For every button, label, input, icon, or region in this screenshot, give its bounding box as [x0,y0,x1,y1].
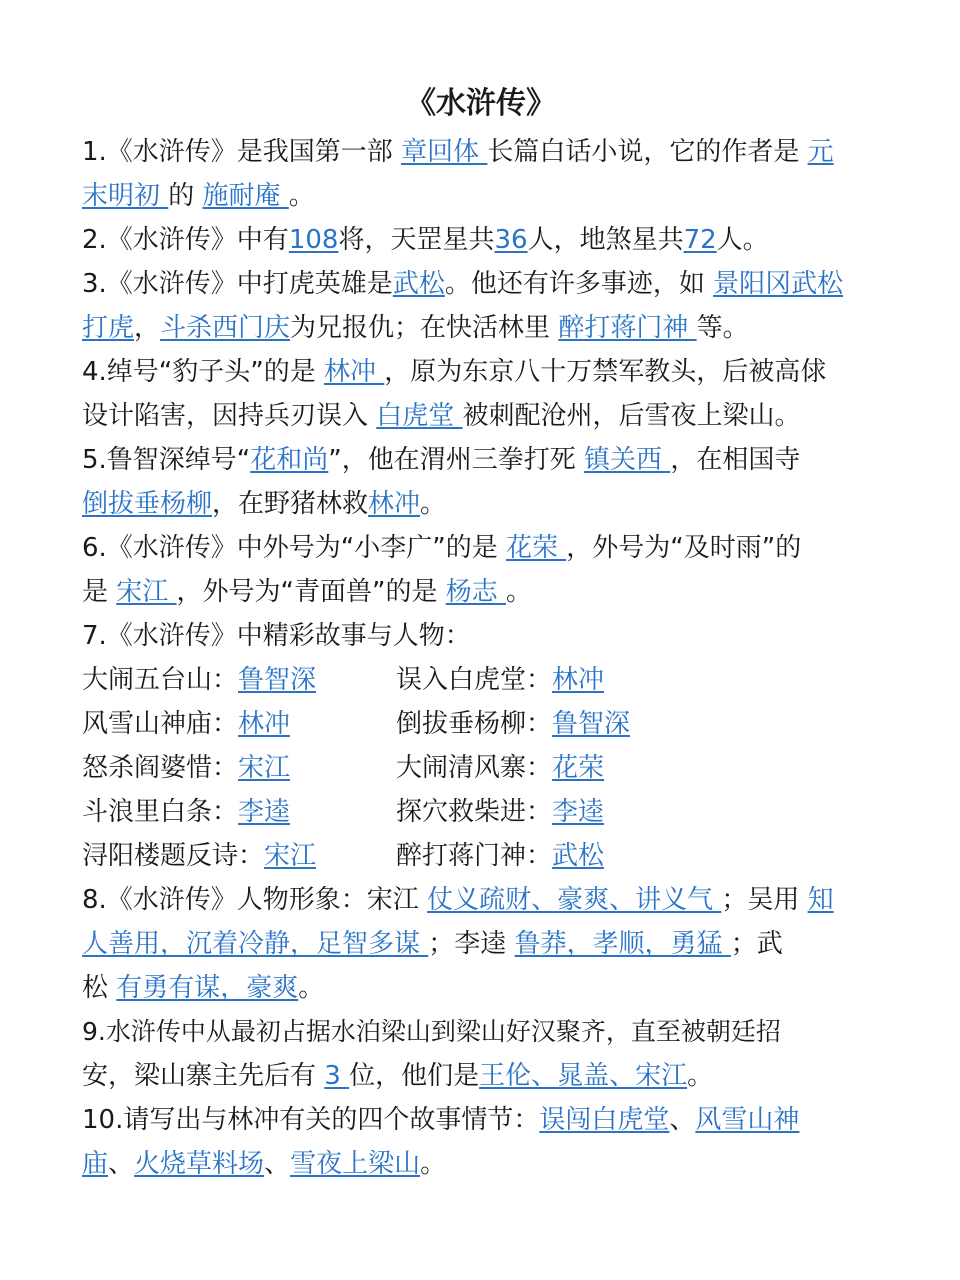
story-person: 宋江 [264,841,317,871]
q10-answer-1: 误闯白虎堂 [539,1105,670,1135]
q4-line-1 [82,350,880,394]
story-item [82,746,396,790]
q2-answer-total: 108 [288,225,339,255]
q8-answer-wuyong: 知 [807,885,834,915]
q10-line-1 [82,1098,880,1142]
story-person: 林冲 [238,709,291,739]
q8-line-2 [82,922,880,966]
q7-heading: 7.《水浒传》中精彩故事与人物： [82,621,471,651]
story-person: 武松 [552,841,605,871]
story-person: 李逵 [552,797,605,827]
q5-text: ，在相国寺 [670,445,801,475]
q6-answer-3: 杨志 [445,577,507,607]
story-item [82,834,396,878]
q10-answer-4: 雪夜上梁山 [290,1149,421,1179]
story-item [82,790,396,834]
q5-text: ”，他在渭州三拳打死 [328,445,585,475]
q8-text: ；吴用 [721,885,808,915]
q10-answer-2: 风雪山神 [695,1105,800,1135]
story-item [82,702,396,746]
story-name: 误入白虎堂： [396,665,553,695]
q3-line-2 [82,306,880,350]
q2-text: 将，天罡星共 [338,225,495,255]
q9-text: 。 [687,1061,714,1091]
story-person: 鲁智深 [238,665,317,695]
q1-answer-era-cont: 末明初 [82,181,169,211]
q6-line-1 [82,526,880,570]
q6-text: 。 [506,577,533,607]
story-item [396,834,796,878]
q1-text: 的 [168,181,203,211]
q8-line-1 [82,878,880,922]
story-name: 倒拔垂杨柳： [396,709,553,739]
q3-line-1 [82,262,880,306]
story-name: 探穴救柴进： [396,797,553,827]
q3-text: 。他还有许多事迹，如 [444,269,714,299]
story-person: 宋江 [238,753,291,783]
q8-text: 。 [298,973,325,1003]
q10-text: 、 [669,1105,696,1135]
q3-text: 为兄报仇；在快活林里 [290,313,559,343]
q1-line-1 [82,130,880,174]
q10-answer-3: 火烧草料场 [134,1149,265,1179]
q1-answer-author: 施耐庵 [202,181,289,211]
q1-answer-genre: 章回体 [401,137,488,167]
q5-text: ，在野猪林救 [212,489,369,519]
q5-answer-nickname: 花和尚 [250,445,329,475]
q10-answer-2-cont: 庙 [82,1149,109,1179]
q6-text: 6.《水浒传》中外号为“小李广”的是 [82,533,507,563]
q8-line-3 [82,966,880,1010]
story-item [82,658,396,702]
story-name: 斗浪里白条： [82,797,239,827]
story-name: 风雪山神庙： [82,709,239,739]
q8-text: 松 [82,973,117,1003]
q9-line-1: 9.水浒传中从最初占据水泊梁山到梁山好汉聚齐，直至被朝廷招 [82,1017,781,1046]
story-item [396,702,796,746]
q7-story-grid [82,658,880,878]
q2-answer-tiangang: 36 [494,225,528,255]
story-name: 怒杀阎婆惜： [82,753,239,783]
q10-text: 10.请写出与林冲有关的四个故事情节： [82,1105,540,1135]
page-title: 《水浒传》 [406,86,556,121]
q3-text: ， [134,313,161,343]
story-person: 林冲 [552,665,605,695]
q1-answer-era: 元 [807,137,834,167]
q3-answer-deed-3: 醉打蒋门神 [558,313,697,343]
q5-text: 5.鲁智深绰号“ [82,445,251,475]
q5-line-2 [82,482,880,526]
q1-text: 。 [288,181,315,211]
q3-answer-deed-1: 景阳冈武松 [713,269,844,299]
q3-text: 3.《水浒传》中打虎英雄是 [82,269,393,299]
story-name: 浔阳楼题反诗： [82,841,265,871]
q6-text: 是 [82,577,117,607]
q9-text: 安，梁山寨主先后有 [82,1061,325,1091]
q3-text: 等。 [696,313,749,343]
q8-answer-songjiang: 仗义疏财、豪爽、讲义气 [427,885,722,915]
q4-text: 设计陷害，因持兵刃误入 [82,401,377,431]
q2-text: 人。 [716,225,769,255]
q10-line-2 [82,1142,880,1186]
q5-line-1 [82,438,880,482]
q4-line-2 [82,394,880,438]
q10-text: 。 [420,1149,447,1179]
story-person: 鲁智深 [552,709,631,739]
q3-answer-deed-2: 斗杀西门庆 [160,313,291,343]
q3-answer-hero: 武松 [392,269,445,299]
q4-text: 4.绰号“豹子头”的是 [82,357,325,387]
q6-text: ，外号为“青面兽”的是 [176,577,446,607]
story-item [396,746,796,790]
q10-text: 、 [264,1149,291,1179]
q4-answer-person: 林冲 [324,357,385,387]
story-person: 花荣 [552,753,605,783]
story-name: 大闹五台山： [82,665,239,695]
q2-line [82,218,880,262]
q6-line-2 [82,570,880,614]
q5-answer-victim: 镇关西 [584,445,671,475]
q8-text: ；李逵 [428,929,515,959]
q6-text: ，外号为“及时雨”的 [566,533,802,563]
q5-answer-deed: 倒拔垂杨柳 [82,489,213,519]
q9-answer-leaders: 王伦、晁盖、宋江 [479,1061,688,1091]
q2-answer-disha: 72 [683,225,717,255]
q8-text: 8.《水浒传》人物形象：宋江 [82,885,428,915]
q8-answer-wuyong-cont: 人善用，沉着冷静，足智多谋 [82,929,429,959]
story-person: 李逵 [238,797,291,827]
q1-text: 1.《水浒传》是我国第一部 [82,137,402,167]
q9-line-2 [82,1054,880,1098]
q1-text: 长篇白话小说，它的作者是 [487,137,808,167]
q10-text: 、 [108,1149,135,1179]
q6-answer-2: 宋江 [116,577,177,607]
q4-text: ，原为东京八十万禁军教头，后被高俅 [384,357,827,387]
q4-text: 被刺配沧州，后雪夜上梁山。 [462,401,801,431]
story-item [396,658,796,702]
q2-text: 2.《水浒传》中有 [82,225,289,255]
story-name: 醉打蒋门神： [396,841,553,871]
q6-answer-1: 花荣 [506,533,567,563]
q1-line-2 [82,174,880,218]
q5-answer-rescued: 林冲 [368,489,421,519]
q9-answer-count: 3 [324,1061,350,1091]
q5-text: 。 [420,489,447,519]
q8-answer-wusong: 有勇有谋，豪爽 [116,973,299,1003]
q8-answer-likui: 鲁莽，孝顺，勇猛 [514,929,731,959]
story-name: 大闹清风寨： [396,753,553,783]
q4-answer-place: 白虎堂 [376,401,463,431]
q2-text: 人，地煞星共 [527,225,684,255]
q3-answer-deed-1-cont: 打虎 [82,313,135,343]
story-item [396,790,796,834]
q9-text: 位，他们是 [349,1061,480,1091]
q8-text: ；武 [730,929,783,959]
